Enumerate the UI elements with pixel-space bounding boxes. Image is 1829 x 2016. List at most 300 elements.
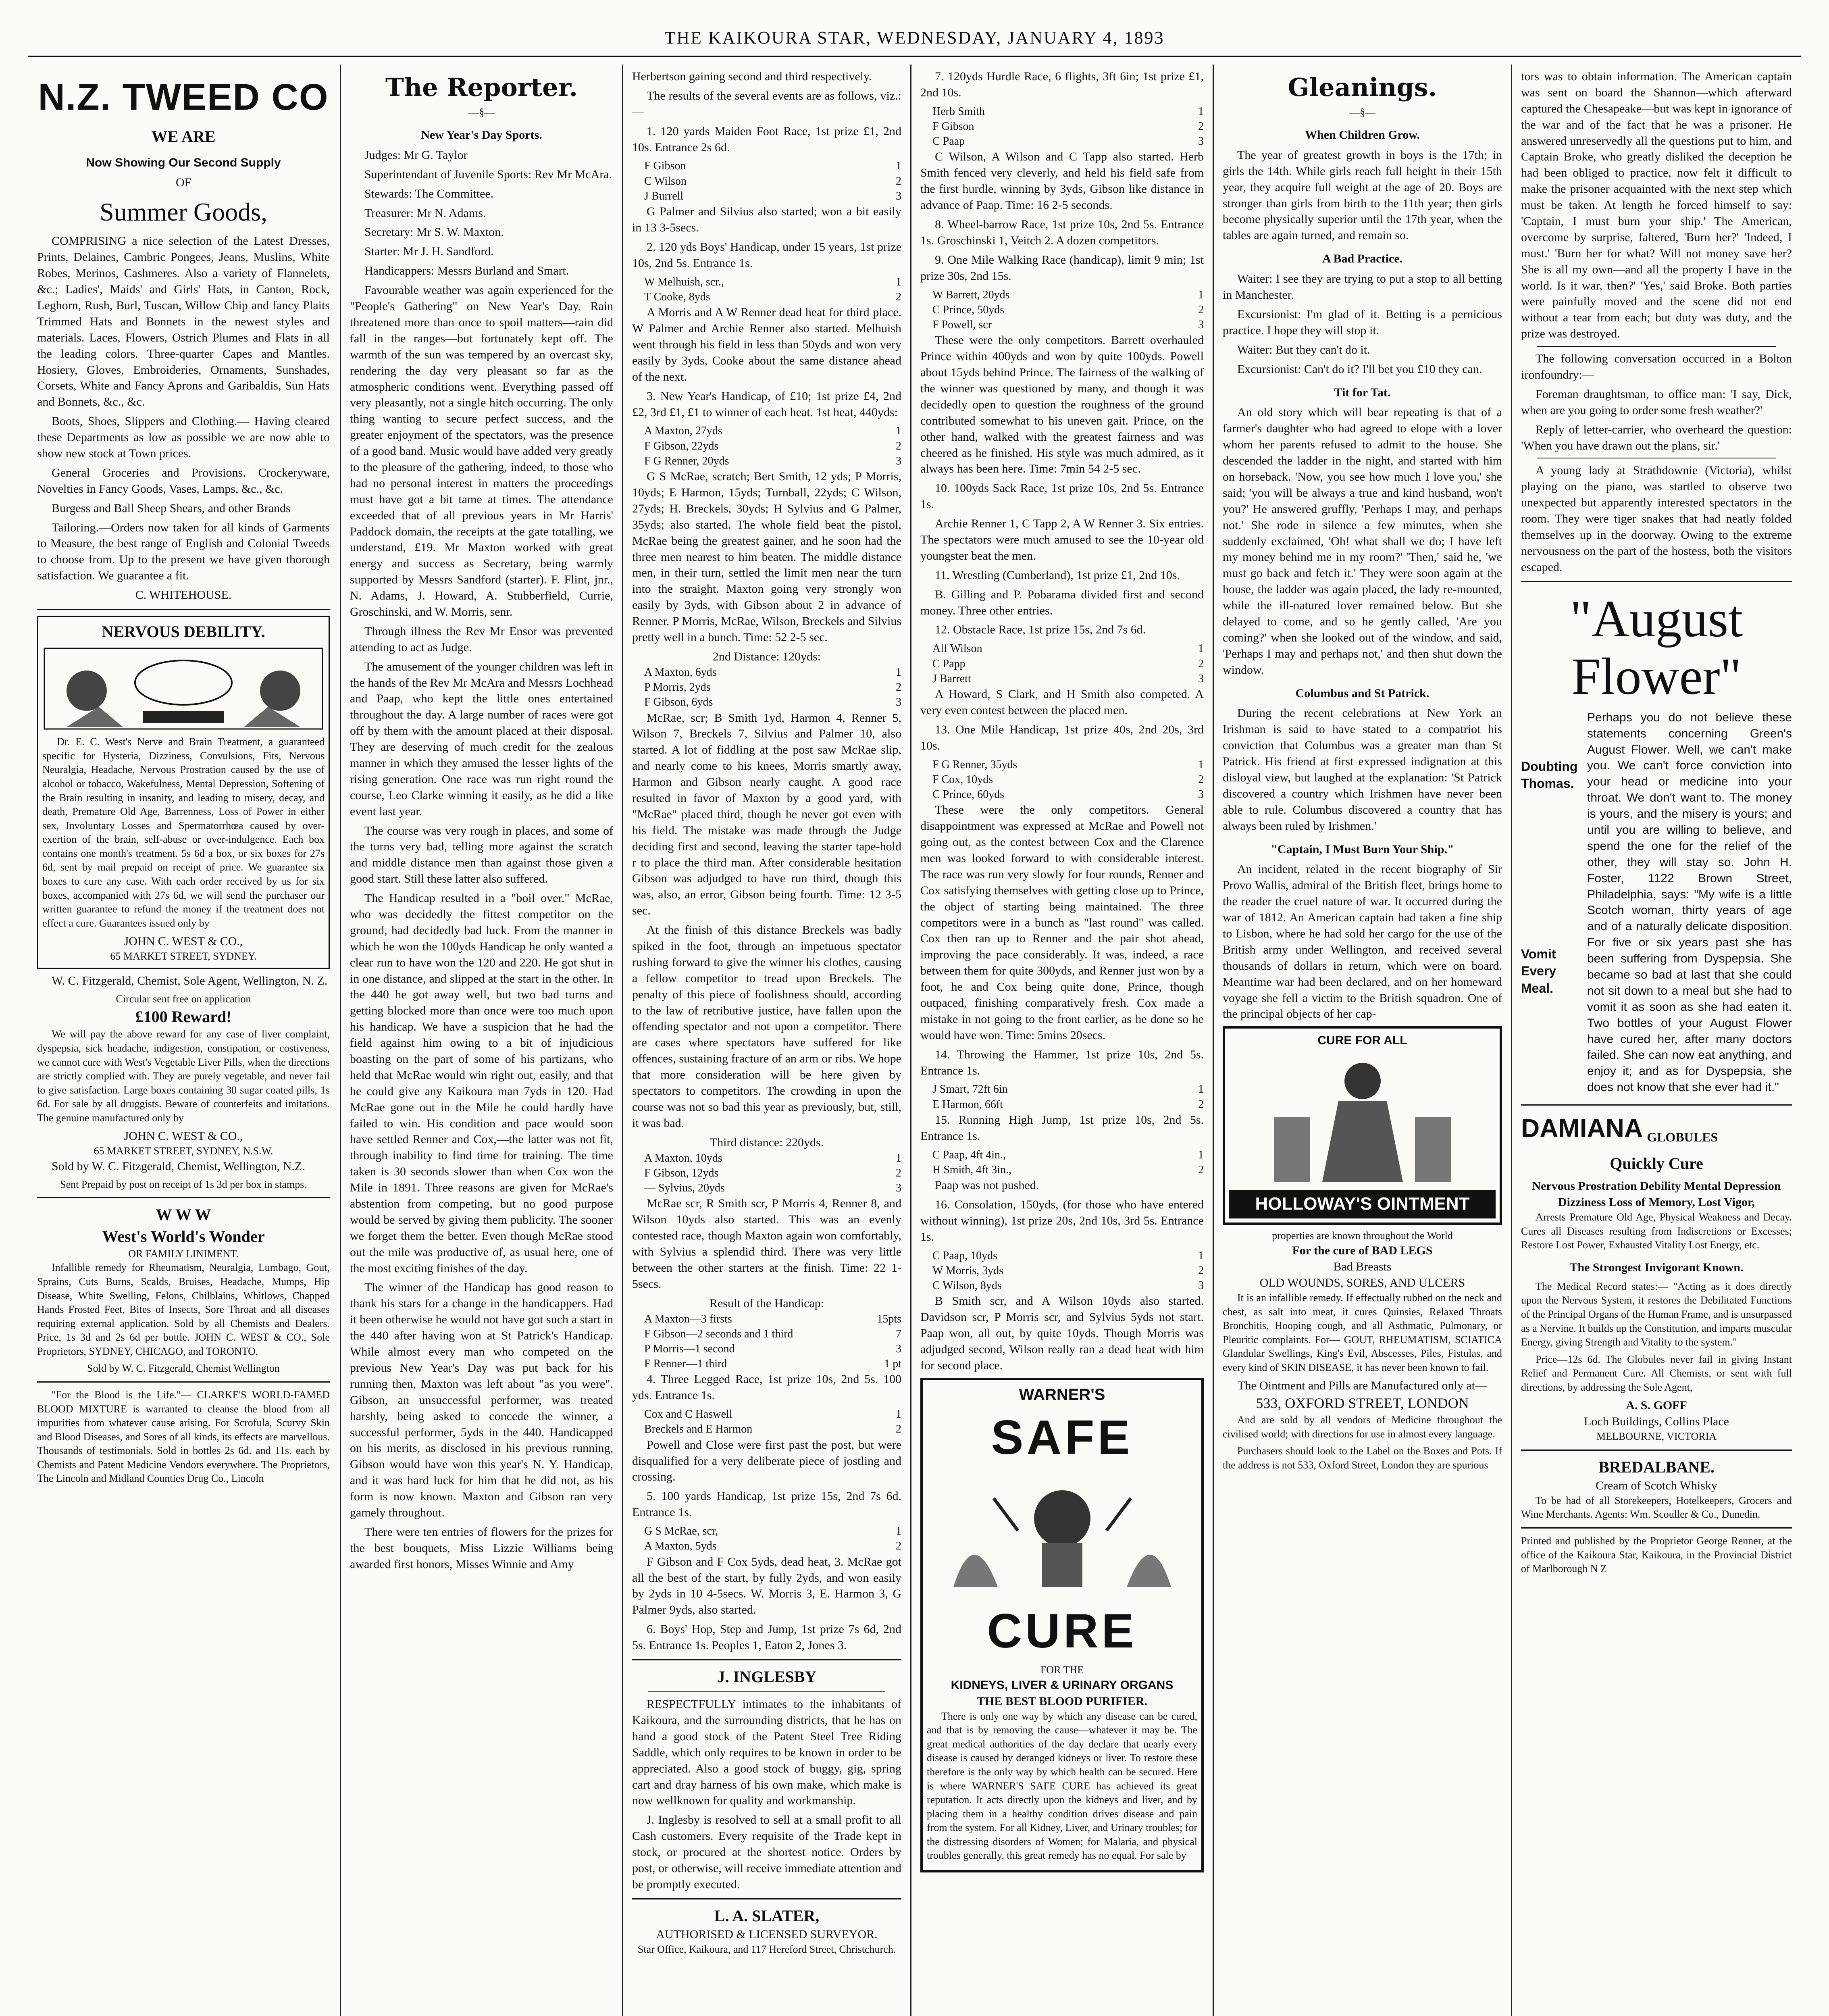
competitor-name: Herb Smith bbox=[932, 105, 985, 118]
slater-name: L. A. SLATER, bbox=[714, 1906, 820, 1925]
tweed-paragraph: COMPRISING a nice selection of the Latest Dresses, Prints, Delaines, Cambric Pongees, Jeans, Muslins, White Robes, Merinos, Cashmeres. Also a variety of Flannelets, &c.; Ladies', Maids' and Girls' Hats, in Canton, Rock, Leghorn, Rush, Burl, Tuscan, Willow Chip and fancy Plaits Trimmed Hats and Bonnets in the newest styles and materials. Laces, Flowers, Ostrich Plumes and Flats in all the leading colors. Three-quarter Capes and Mantles. Hosiery, Gloves, Embroideries, Ornaments, Sunshades, Corsets, White and Fancy Aprons and Garibaldis, Sun Hats and Bonnets, &c., &c. bbox=[37, 234, 330, 409]
result-row bbox=[644, 665, 901, 680]
result-row bbox=[932, 119, 1204, 134]
competitor-name: C Prince, 50yds bbox=[932, 303, 1005, 316]
placing: 2 bbox=[896, 290, 901, 303]
event-heading: 16. Consolation, 150yds, (for those who have entered without winning), 1st prize 20s, 2nd 10s, 3rd 5s. Entrance 1s. bbox=[920, 1198, 1204, 1243]
result-row bbox=[932, 1162, 1204, 1177]
warner-best: THE BEST BLOOD PURIFIER. bbox=[977, 1694, 1147, 1708]
august-sidebar bbox=[1521, 710, 1581, 1099]
wonder-subtitle: OR FAMILY LINIMENT. bbox=[128, 1248, 239, 1260]
competitor-name: W Melhuish, scr., bbox=[644, 275, 724, 288]
result-row bbox=[644, 1422, 901, 1437]
holloway-text: It is an infallible remedy. If effectually rubbed on the neck and chest, as salt into meat, it cures Quinsies, Relaxed Throats Bronchitis, Hooping cough, and all Asthmatic, Pulmonary, or Pleuritic complaints. For— GOUT, RHEUMATISM, SCIATICA Glandular Swellings, King's Evil, Abscesses, Piles, Fistulas, and every kind of SKIN DISEASE, it has never been known to fail. bbox=[1223, 1292, 1502, 1373]
event-heading: 11. Wrestling (Cumberland), 1st prize £1, 2nd 10s. bbox=[935, 568, 1180, 582]
placing: 15pts bbox=[877, 1312, 901, 1325]
placing: 2 bbox=[1198, 657, 1204, 670]
column-3 bbox=[623, 69, 910, 2016]
damiana-title bbox=[1521, 1111, 1792, 1145]
placing: 1 bbox=[896, 1408, 901, 1421]
placing: 2 bbox=[896, 1540, 901, 1553]
west-address: 65 MARKET STREET, SYDNEY. bbox=[110, 950, 257, 962]
placing: 1 bbox=[1198, 1249, 1204, 1262]
placing: 2 bbox=[1198, 1163, 1204, 1176]
separator-icon: —§— bbox=[1349, 106, 1375, 119]
divider bbox=[37, 1197, 330, 1198]
event-heading: 3. New Year's Handicap, of £10; 1st prize £4, 2nd £2, 3rd £1, £1 to winner of each heat. 1st heat, 440yds: bbox=[632, 389, 901, 419]
gleaning-text: tors was to obtain information. The American captain was sent on board the Shannon—which afterward captured the Chesapeake—but was kept in ignorance of the war and of the fact that he was a prisoner. He answered unreservedly all the questions put to him, and Captain Broke, who greatly disliked the deception he had been obliged to practice, now felt it difficult to make the prisoner acquainted with the next step which must be taken. At length he forced himself to say: 'Captain, I must burn your ship.' The American, overcome by surprise, faltered, 'Burn her?' 'Indeed, I must.' 'Burn her for what? Will not money save her? She is all my own—and all the property I have in the world. Is it war, then?' 'Yes,' said Broke. Both parties were painfully moved and the scene did not end without a tear from each; but duty was duty, and the prize was destroyed. bbox=[1521, 70, 1792, 341]
slater-title: AUTHORISED & LICENSED SURVEYOR. bbox=[656, 1928, 878, 1941]
placing: 2 bbox=[896, 175, 901, 187]
gleaning-heading: "Captain, I Must Burn Your Ship." bbox=[1271, 842, 1454, 856]
holloway-name: HOLLOWAY'S OINTMENT bbox=[1229, 1190, 1496, 1218]
gleaning-text: A young lady at Strathdownie (Victoria), whilst playing on the piano, was startled to observe two unexpected but apparently interested spectators in the room. They were tiger snakes that had neatly folded themselves up in the doorway. Owing to the extreme nervousness on the part of the hostess, both the visitors escaped. bbox=[1521, 464, 1792, 574]
result-row bbox=[932, 317, 1204, 332]
west-company-2: JOHN C. WEST & CO., bbox=[124, 1129, 243, 1143]
tweed-signature: C. WHITEHOUSE. bbox=[135, 588, 232, 602]
result-row bbox=[932, 1263, 1204, 1278]
competitor-name: W Barrett, 20yds bbox=[932, 288, 1010, 301]
competitor-name: Cox and C Haswell bbox=[644, 1408, 732, 1421]
competitor-name: F Renner—1 third bbox=[644, 1358, 727, 1370]
tweed-paragraph: General Groceries and Provisions. Crockeryware, Novelties in Fancy Goods, Vases, Lamps, &c., &c. bbox=[37, 466, 330, 496]
separator-icon: —§— bbox=[468, 106, 495, 119]
competitor-name: J Barrett bbox=[932, 672, 971, 685]
circular-line: Circular sent free on application bbox=[116, 993, 251, 1005]
placing: 3 bbox=[896, 1342, 901, 1355]
gleaning-text: The following conversation occurred in a Bolton ironfoundry:— bbox=[1521, 352, 1792, 382]
placing: 2 bbox=[896, 1166, 901, 1179]
placing: 1 bbox=[896, 425, 901, 437]
competitor-name: P Morris, 2yds bbox=[644, 681, 711, 694]
competitor-name: C Paap, 4ft 4in., bbox=[932, 1148, 1006, 1161]
result-row bbox=[932, 134, 1204, 149]
competitor-name: H Smith, 4ft 3in., bbox=[932, 1163, 1012, 1176]
event-subheading: 2nd Distance: 120yds: bbox=[712, 650, 821, 663]
nervous-title: NERVOUS DEBILITY. bbox=[102, 623, 265, 641]
result-row bbox=[644, 1539, 901, 1554]
event-heading: 10. 100yds Sack Race, 1st prize 10s, 2nd 5s. Entrance 1s. bbox=[920, 481, 1204, 511]
result-list bbox=[632, 1151, 901, 1196]
event-text: These were the only competitors. Barrett overhauled Prince within 400yds and won by quite 100yds. Powell about 15yds behind Prince. The fairness of the walking of the winner was questioned by many, and though it was decidedly open to question the roughness of the ground contributed somewhat to his uneven gait. Prince, on the other hand, walked with the greatest fairness and was cheered as he finished. His style was much admired, as it always has been here. Time: 7min 54 2-5 sec. bbox=[920, 333, 1204, 476]
warner-organs: KIDNEYS, LIVER & URINARY ORGANS bbox=[951, 1678, 1174, 1692]
placing: 2 bbox=[1198, 303, 1204, 316]
divider bbox=[37, 1381, 330, 1383]
wonder-text: Infallible remedy for Rheumatism, Neuralgia, Lumbago, Gout, Sprains, Cuts Burns, Scalds, Bruises, Headache, Mumps, Hip Disease, White Swelling, Felons, Chilblains, Whitlows, Chapped Hands Frosted Feet, Bites of Insects, Sore Throat and all diseases requiring external application. Sold by all Chemists and Dealers. Price, 1s 3d and 2s 6d per bottle. JOHN C. WEST & CO., Sole Proprietors, SYDNEY, CHICAGO, and TORONTO. bbox=[37, 1262, 330, 1357]
reporter-title: The Reporter. bbox=[385, 73, 578, 102]
august-flower-body bbox=[1521, 710, 1792, 1099]
result-row bbox=[932, 641, 1204, 656]
result-list bbox=[632, 275, 901, 304]
result-list bbox=[632, 423, 901, 469]
competitor-name: F Gibson, 12yds bbox=[644, 1166, 719, 1179]
placing: 3 bbox=[896, 454, 901, 467]
holloway-line: properties are known throughout the World bbox=[1272, 1229, 1453, 1241]
result-row bbox=[644, 174, 901, 189]
warner-cure: CURE bbox=[987, 1604, 1137, 1658]
competitor-name: F Powell, scr bbox=[932, 319, 992, 331]
inglesby-name: J. INGLESBY bbox=[717, 1667, 817, 1686]
report-paragraph: The course was very rough in places, and some of the turns very bad, telling more against the scratch and middle distance men than against those given a good start. Still these latter also suffered. bbox=[350, 824, 613, 886]
divider bbox=[1521, 1104, 1792, 1106]
dr-west-illustration bbox=[42, 646, 325, 731]
bredalbane-title: BREDALBANE. bbox=[1598, 1458, 1715, 1476]
gleaning-text: Waiter: But they can't do it. bbox=[1237, 343, 1370, 356]
divider bbox=[1537, 346, 1776, 347]
masthead-title: THE KAIKOURA STAR, WEDNESDAY, JANUARY 4, 1893 bbox=[664, 28, 1165, 48]
damiana-globules: GLOBULES bbox=[1647, 1129, 1718, 1144]
placing: 1 bbox=[1198, 642, 1204, 655]
competitor-name: F Gibson bbox=[932, 120, 974, 133]
event-text: Powell and Close were first past the post, but were disqualified for a very deliberate piece of jostling and crossing. bbox=[632, 1438, 901, 1484]
placing: 1 bbox=[896, 160, 901, 173]
event-heading: 9. One Mile Walking Race (handicap), limit 9 min; 1st prize 30s, 2nd 15s. bbox=[920, 253, 1204, 283]
placing: 2 bbox=[1198, 1098, 1204, 1111]
warners-safe-cure-ad bbox=[920, 1378, 1204, 1872]
gleaning-text: During the recent celebrations at New York an Irishman is said to have stated to a compatriot his conviction that Columbus was a greater man than St Patrick. His friend at first expressed indignation at this disloyal view, but laughed at the explanation: 'St Patrick discovered a country which Irishmen have never been able to rule. Columbus discovered a country that has always been ruled by Irishmen.' bbox=[1223, 706, 1502, 833]
warner-safe: SAFE bbox=[991, 1410, 1133, 1465]
we-are: WE ARE bbox=[151, 127, 216, 146]
august-side-label: Thomas. bbox=[1521, 776, 1574, 791]
showing-line: Now Showing Our Second Supply bbox=[86, 156, 281, 169]
competitor-name: W Morris, 3yds bbox=[932, 1264, 1004, 1277]
result-row bbox=[644, 1341, 901, 1356]
competitor-name: C Prince, 60yds bbox=[932, 788, 1005, 801]
competitor-name: Breckels and E Harmon bbox=[644, 1423, 753, 1436]
result-row bbox=[932, 1082, 1204, 1097]
tweed-title: N.Z. TWEED CO bbox=[38, 77, 329, 118]
divider bbox=[632, 1659, 901, 1660]
bredalbane-text: To be had of all Storekeepers, Hotelkeepers, Grocers and Wine Merchants. Agents: Wm. Scouller & Co., Dunedin. bbox=[1521, 1494, 1792, 1520]
column-5 bbox=[1214, 69, 1511, 2016]
event-text: G Palmer and Silvius also started; won a bit easily in 13 3-5secs. bbox=[632, 205, 901, 235]
competitor-name: C Wilson bbox=[644, 175, 687, 187]
seated-figure-icon bbox=[1242, 1053, 1484, 1186]
gleaning-text: An old story which will bear repeating is that of a farmer's daughter who had agreed to elope with a lover whom her parents refused to admit to the house. She descended the ladder in the night, and started with him on horseback. 'Now, you see how much I love you,' she said; 'you will be always a true and kind husband, won't you?' He answered gruffly, 'Perhaps I may, and perhaps not.' She rode in silence a few minutes, when she suddenly exclaimed, 'Oh! what shall we do; I have left my money behind me in my room?' 'Then,' said he, 'we must go back and fetch it.' They were soon again at the house, the ladder was again placed, the lady re-mounted, while the ill-natured lover remained below. But she delayed to come, and so he gently called, 'Are you coming?' when she looked out of the window, and said, 'Perhaps I may and perhaps not,' and then shut down the window. bbox=[1223, 406, 1502, 677]
damiana-name: DAMIANA bbox=[1521, 1114, 1643, 1143]
infant-plant-icon bbox=[937, 1474, 1187, 1595]
event-text: At the finish of this distance Breckels was badly spiked in the foot, through an impetuous spectator rushing forward to give the winner his clothes, causing a fellow competitor to tread upon Breckels. The penalty of this piece of foolishness should, according to the law of retributive justice, have fallen upon the offending spectator and not upon a competitor. There are cases where spectators have suffered for like offences, sustaining fracture of an arm or ribs. We hope that more consideration will be here given by spectators to competitors. The crowding in upon the course was not so bad this year as previously, but, still, it was bad. bbox=[632, 923, 901, 1130]
placing: 2 bbox=[1198, 120, 1204, 133]
inglesby-text: RESPECTFULLY intimates to the inhabitants of Kaikoura, and the surrounding districts, that he has on hand a good stock of the Patent Steel Tree Riding Saddle, which only requires to be known in order to be appreciated. Also a good stock of buggy, gig, spring cart and dray harness of his own make, which make is now wellknown for quality and workmanship. bbox=[632, 1697, 901, 1808]
gleaning-heading: When Children Grow. bbox=[1305, 128, 1420, 142]
placing: 1 pt bbox=[884, 1358, 901, 1370]
placing: 1 bbox=[896, 275, 901, 288]
of-line: OF bbox=[175, 176, 191, 190]
event-text: Archie Renner 1, C Tapp 2, A W Renner 3. Six entries. The spectators were much amused to see the 10-year old youngster beat the men. bbox=[920, 517, 1204, 562]
competitor-name: C Paap, 10yds bbox=[932, 1249, 997, 1262]
summer-goods: Summer Goods, bbox=[100, 198, 267, 227]
placing: 3 bbox=[1198, 135, 1204, 148]
damiana-text: The Medical Record states:— "Acting as it does directly upon the Nervous System, it restores the Debilitated Functions of the Principal Organs of the Human Frame, and is unsurpassed as a Nervine. It builds up the Constitution, and imparts muscular Energy, giving Strength and Vitality to the system." bbox=[1521, 1280, 1792, 1348]
placing: 3 bbox=[1198, 672, 1204, 685]
report-paragraph: The amusement of the younger children was left in the hands of the Rev Mr McAra and Messrs Lochhead and Paap, who kept the little ones entertained throughout the day. A large number of races were got off by them with the amount placed at their disposal. They are deserving of much credit for the zealous manner in which they amused the lesser lights of the rising generation. One race was run right round the course, Leo Clarke winning it easily, as he did a like event last year. bbox=[350, 660, 613, 818]
result-row bbox=[932, 671, 1204, 686]
divider bbox=[37, 609, 330, 610]
placing: 2 bbox=[1198, 1264, 1204, 1277]
holloway-banner: CURE FOR ALL bbox=[1317, 1034, 1407, 1048]
www-line: W W W bbox=[156, 1206, 211, 1224]
placing: 2 bbox=[1198, 773, 1204, 786]
official-entry: Secretary: Mr S. W. Maxton. bbox=[364, 225, 504, 239]
tweed-paragraph: Burgess and Ball Sheep Shears, and other Brands bbox=[52, 501, 291, 515]
wonder-title: West's World's Wonder bbox=[102, 1227, 265, 1245]
competitor-name: Alf Wilson bbox=[932, 642, 982, 655]
placing: 2 bbox=[896, 681, 901, 694]
competitor-name: G S McRae, scr, bbox=[644, 1525, 718, 1538]
gleaning-text: Excursionist: Can't do it? I'll bet you £10 they can. bbox=[1237, 362, 1482, 376]
column-2 bbox=[341, 69, 622, 2016]
result-row bbox=[644, 1181, 901, 1195]
event-text: B. Gilling and P. Pobarama divided first and second money. Three other entries. bbox=[920, 587, 1204, 617]
placing: 2 bbox=[896, 1423, 901, 1436]
goff-city: MELBOURNE, VICTORIA bbox=[1596, 1431, 1717, 1443]
event-heading: 1. 120 yards Maiden Foot Race, 1st prize £1, 2nd 10s. Entrance 2s 6d. bbox=[632, 124, 901, 154]
placing: 3 bbox=[896, 696, 901, 709]
event-text: A Howard, S Clark, and H Smith also competed. A very even contest between the placed men. bbox=[920, 687, 1204, 717]
result-row bbox=[644, 1151, 901, 1166]
result-row bbox=[932, 757, 1204, 772]
competitor-name: C Papp bbox=[932, 657, 965, 670]
event-text: B Smith scr, and A Wilson 10yds also started. Davidson scr, P Morris scr, and Sylvius 5yds not start. Paap won, all out, by quite 10yds. Though Morris was adjudged second, Wilson really ran a dead heat with him for second place. bbox=[920, 1294, 1204, 1372]
imprint: Printed and published by the Proprietor George Renner, at the office of the Kaikoura Star, Kaikoura, in the Provincial District of Marlborough N Z bbox=[1521, 1535, 1792, 1575]
warner-top: WARNER'S bbox=[1019, 1385, 1105, 1404]
placing: 1 bbox=[896, 1152, 901, 1164]
clarke-text: "For the Blood is the Life."— CLARKE'S WORLD-FAMED BLOOD MIXTURE is warranted to cleanse the blood from all impurities from whatever cause arising. For Scrofula, Scurvy Skin and Blood Diseases, and Sores of all kinds, its effects are marvellous. Thousands of testimonials. Sold in bottles 2s 6d. and 11s. each by Chemists and Patent Medicine Vendors everywhere. The Proprietors, The Lincoln and Midland Counties Drug Co., Lincoln bbox=[37, 1389, 330, 1485]
report-paragraph: The winner of the Handicap has good reason to thank his stars for a change in the handicappers. Had it been otherwise he would not have got such a start in the 440 after having won at St Patrick's Handicap. While almost every man who competed on the previous New Year's Day was put back for his running then, Maxton was left about "as you were". Gibson, an unsuccessful performer, was treated harshly, being asked to concede the winner, a successful performer, 5yds in the 440. Handicapped on his merits, as disclosed in his previous running, Gibson would have won this year's N. Y. Handicap, and it was hard luck for him that he did not, as his form is now known. Maxton and Gibson ran very gamely throughout. bbox=[350, 1281, 613, 1519]
gleaning-text: An incident, related in the recent biography of Sir Provo Wallis, admiral of the British fleet, brings home to the reader the cruel nature of war. It occurred during the war of 1812. An American captain had taken a fine ship to Lisbon, where he had sold her cargo for the use of the British army under Wellington, and received several thousands of dollars in return, which were on board. Meantime war had been declared, and on her homeward voyage she fell a victim to the British squadron. One of the principal objects of her cap- bbox=[1223, 862, 1502, 1021]
result-row bbox=[644, 158, 901, 173]
goff-name: A. S. GOFF bbox=[1626, 1399, 1687, 1412]
column-6 bbox=[1512, 69, 1801, 2016]
result-row bbox=[932, 1248, 1204, 1263]
result-row bbox=[932, 1278, 1204, 1293]
result-row bbox=[644, 1524, 901, 1539]
inglesby-text: J. Inglesby is resolved to sell at a small profit to all Cash customers. Every requisite of the Trade kept in stock, or procured at the shortest notice. Orders by post, or otherwise, will receive immediate attention and be promptly executed. bbox=[632, 1813, 901, 1891]
dr-west-illustration-icon bbox=[42, 646, 325, 731]
warner-illustration bbox=[927, 1474, 1197, 1595]
result-row bbox=[644, 680, 901, 695]
officials-list bbox=[350, 147, 613, 279]
damiana-cure: Quickly Cure bbox=[1610, 1154, 1703, 1173]
placing: 2 bbox=[896, 439, 901, 452]
divider bbox=[648, 1691, 885, 1692]
competitor-name: F Cox, 10yds bbox=[932, 773, 993, 786]
official-entry: Handicappers: Messrs Burland and Smart. bbox=[364, 264, 569, 278]
official-entry: Treasurer: Mr N. Adams. bbox=[364, 206, 486, 220]
result-row bbox=[932, 1148, 1204, 1162]
event-subheading: Result of the Handicap: bbox=[709, 1296, 824, 1310]
result-list bbox=[632, 1407, 901, 1437]
august-side-label: Doubting bbox=[1521, 759, 1578, 774]
result-row bbox=[644, 289, 901, 304]
event-heading: 14. Throwing the Hammer, 1st prize 10s, 2nd 5s. Entrance 1s. bbox=[920, 1048, 1204, 1077]
placing: 3 bbox=[1198, 319, 1204, 331]
placing: 3 bbox=[896, 190, 901, 202]
event-heading: 2. 120 yds Boys' Handicap, under 15 years, 1st prize 10s, 2nd 5s. Entrance 1s. bbox=[632, 240, 901, 270]
result-row bbox=[644, 695, 901, 710]
holloway-text: Purchasers should look to the Label on the Boxes and Pots. If the address is not 533, Oxford Street, London they are spurious bbox=[1223, 1445, 1502, 1471]
goff-address: Loch Buildings, Collins Place bbox=[1584, 1415, 1729, 1429]
competitor-name: A Maxton, 5yds bbox=[644, 1540, 717, 1553]
august-text: Perhaps you do not believe these statements concerning Green's August Flower. Well, we can't make you. We can't force conviction into your head or medicine into your throat. We don't want to. The money is yours, and the misery is yours; and until you are willing to believe, and spend the one for the relief of the other, they will stay so. John H. Foster, 1122 Brown Street, Philadelphia, says: "My wife is a little Scotch woman, thirty years of age and of a naturally delicate disposition. For five or six years past she has been suffering from Dyspepsia. She became so bad at last that she could not sit down to a meal but she had to vomit it as soon as she had eaten it. Two bottles of your August Flower have cured her, after many doctors failed. She can now eat anything, and enjoy it; and as for Dyspepsia, she does not know that she ever had it." bbox=[1587, 710, 1792, 1094]
tweed-paragraph: Tailoring.—Orders now taken for all kinds of Garments to Measure, the best range of English and Colonial Tweeds to choose from. Up to the present we have given thorough satisfaction. We guarantee a fit. bbox=[37, 521, 330, 583]
bredalbane-sub: Cream of Scotch Whisky bbox=[1596, 1479, 1717, 1492]
official-entry: Judges: Mr G. Taylor bbox=[364, 148, 468, 162]
competitor-name: F G Renner, 35yds bbox=[932, 758, 1017, 771]
gleaning-heading: Tit for Tat. bbox=[1334, 385, 1391, 399]
result-row bbox=[644, 454, 901, 469]
reward-text: We will pay the above reward for any case of liver complaint, dyspepsia, sick headache, indigestion, constipation, or costiveness, we cannot cure with West's Vegetable Liver Pills, when the directions are strictly complied with. They are purely vegetable, and never fail to give satisfaction. Large boxes containing 30 sugar coated pills, 1s 6d. For sale by all druggists. Beware of counterfeits and imitations. The genuine manufactured only by bbox=[37, 1028, 330, 1124]
result-list bbox=[920, 287, 1204, 333]
result-list bbox=[632, 1524, 901, 1554]
result-row bbox=[932, 287, 1204, 302]
august-flower-title: "August Flower" bbox=[1570, 589, 1743, 706]
competitor-name: A Maxton, 27yds bbox=[644, 425, 722, 437]
divider bbox=[1521, 1450, 1792, 1451]
damiana-text: Price—12s 6d. The Globules never fail in giving Instant Relief and Permanent Cure. All Chemists, or sent with full directions, by addressing the Sole Agent, bbox=[1521, 1353, 1792, 1393]
event-heading: 5. 100 yards Handicap, 1st prize 15s, 2nd 7s 6d. Entrance 1s. bbox=[632, 1489, 901, 1519]
fitzgerald-agent: W. C. Fitzgerald, Chemist, Sole Agent, Wellington, N. Z. bbox=[52, 974, 328, 987]
result-row bbox=[644, 1312, 901, 1327]
event-heading: 12. Obstacle Race, 1st prize 15s, 2nd 7s 6d. bbox=[935, 623, 1146, 637]
competitor-name: C Wilson, 8yds bbox=[932, 1279, 1002, 1292]
placing: 1 bbox=[896, 1525, 901, 1538]
nervous-debility-ad bbox=[37, 616, 330, 969]
competitor-name: — Sylvius, 20yds bbox=[644, 1182, 725, 1195]
event-heading: 13. One Mile Handicap, 1st prize 40s, 2nd 20s, 3rd 10s. bbox=[920, 723, 1204, 752]
west-company: JOHN C. WEST & CO., bbox=[124, 935, 243, 948]
result-list bbox=[632, 158, 901, 204]
competitor-name: J Smart, 72ft 6in bbox=[932, 1083, 1008, 1096]
result-row bbox=[932, 104, 1204, 119]
official-entry: Starter: Mr J. H. Sandford. bbox=[364, 245, 494, 258]
result-row bbox=[644, 1407, 901, 1422]
competitor-name: A Maxton, 10yds bbox=[644, 1152, 722, 1164]
divider bbox=[1521, 581, 1792, 582]
placing: 1 bbox=[1198, 758, 1204, 771]
gleaning-text: Reply of letter-carrier, who overheard the question: 'When you have drawn out the plans, sir.' bbox=[1521, 423, 1792, 452]
event-heading: 15. Running High Jump, 1st prize 10s, 2nd 5s. Entrance 1s. bbox=[920, 1113, 1204, 1143]
tweed-paragraph: Boots, Shoes, Slippers and Clothing.— Having cleared these Departments as low as possible we are now able to show new stock at Town prices. bbox=[37, 414, 330, 460]
result-row bbox=[644, 189, 901, 204]
damiana-text: Arrests Premature Old Age, Physical Weakness and Decay. Cures all Diseases resulting from Indiscretions or Excesses; Restore Lost Power, Exhausted Vitality Lost Energy, etc. bbox=[1521, 1211, 1792, 1251]
holloway-text: And are sold by all vendors of Medicine throughout the civilised world; with directions for use in almost every language. bbox=[1223, 1414, 1502, 1440]
competitor-name: J Burrell bbox=[644, 190, 684, 202]
result-row bbox=[932, 656, 1204, 671]
result-row bbox=[644, 1166, 901, 1181]
holloway-line: OLD WOUNDS, SORES, AND ULCERS bbox=[1259, 1276, 1465, 1290]
placing: 3 bbox=[1198, 788, 1204, 801]
gleaning-text: Waiter: I see they are trying to put a stop to all betting in Manchester. bbox=[1223, 272, 1502, 302]
result-row bbox=[932, 1097, 1204, 1112]
wonder-sold: Sold by W. C. Fitzgerald, Chemist Wellington bbox=[87, 1362, 280, 1375]
competitor-name: F Gibson, 22yds bbox=[644, 439, 719, 452]
placing: 1 bbox=[896, 666, 901, 679]
event-text: These were the only competitors. General disappointment was expressed at McRae and Powell not going out, as the contest between Cox and the Clarence men was looked forward to with considerable interest. The race was run very slowly for four rounds, Renner and Cox satisfying themselves with getting close up to Prince, the object of starting being maintained. The three competitors were in a bunch as "last round" was called. Cox then ran up to Renner and the pair shot ahead, improving the pace considerably. It was, indeed, a race between them for quite 300yds, and Renner just won by a foot, he and Cox being quite done, Prince, though outpaced, finishing comparatively fresh. Cox made a mistake in not going to the front earlier, as he done so he would have won. Time: 5mins 20secs. bbox=[920, 803, 1204, 1042]
result-row bbox=[644, 275, 901, 289]
report-paragraph: There were ten entries of flowers for the prizes for the best bouquets, Miss Lizzie Williams being awarded first honors, Misses Winnie and Amy bbox=[350, 1525, 613, 1571]
result-list bbox=[920, 104, 1204, 149]
column-1 bbox=[28, 69, 339, 2016]
west-address-2: 65 MARKET STREET, SYDNEY, N.S.W. bbox=[94, 1145, 273, 1157]
results-text: Herbertson gaining second and third respectively. bbox=[632, 70, 872, 83]
competitor-name: F Gibson—2 seconds and 1 third bbox=[644, 1327, 793, 1340]
event-text: A Morris and A W Renner dead heat for third place. W Palmer and Archie Renner also started. Melhuish went through his field in less than 50yds and won very easily by 3yds, Cooke about the same distance ahead of the next. bbox=[632, 306, 901, 383]
report-paragraph: Through illness the Rev Mr Ensor was prevented attending to act as Judge. bbox=[350, 624, 613, 654]
result-list bbox=[632, 1312, 901, 1372]
august-side-label: Vomit bbox=[1521, 946, 1556, 961]
placing: 1 bbox=[1198, 1148, 1204, 1161]
competitor-name: A Maxton—3 firsts bbox=[644, 1312, 732, 1325]
official-entry: Superintendant of Juvenile Sports: Rev Mr McAra. bbox=[364, 167, 612, 181]
placing: 3 bbox=[1198, 1279, 1204, 1292]
result-row bbox=[644, 439, 901, 454]
gleaning-text: Excursionist: I'm glad of it. Betting is a pernicious practice. I hope they will stop it. bbox=[1223, 307, 1502, 337]
event-heading: 7. 120yds Hurdle Race, 6 flights, 3ft 6in; 1st prize £1, 2nd 10s. bbox=[920, 70, 1204, 99]
placing: 1 bbox=[1198, 105, 1204, 118]
gleaning-heading: Columbus and St Patrick. bbox=[1295, 686, 1429, 700]
result-list bbox=[632, 665, 901, 710]
result-list bbox=[920, 757, 1204, 802]
divider bbox=[1521, 1527, 1792, 1529]
competitor-name: E Harmon, 66ft bbox=[932, 1098, 1003, 1111]
gleaning-text: Foreman draughtsman, to office man: 'I say, Dick, when are you going to order some fresh weather?' bbox=[1521, 387, 1792, 417]
results-text: The results of the several events are as follows, viz.:— bbox=[632, 89, 901, 119]
event-heading: 4. Three Legged Race, 1st prize 10s, 2nd 5s. 100 yds. Entrance 1s. bbox=[632, 1372, 901, 1402]
event-text: C Wilson, A Wilson and C Tapp also started. Herb Smith fenced very cleverly, and held his field safe from the first hurdle, winning by 3yds, Gibson like distance in advance of Paap. Time: 16 2-5 seconds. bbox=[920, 150, 1204, 212]
holloway-address: 533, OXFORD STREET, LONDON bbox=[1256, 1395, 1469, 1412]
damiana-heading: The Strongest Invigorant Known. bbox=[1569, 1260, 1744, 1274]
event-text: McRae scr, R Smith scr, P Morris 4, Renner 8, and Wilson 10yds also started. This was an evenly contested race, though Maxton again won comfortably, with Sylvius a splendid third. There was very little between the other starters at the finish. Time: 22 1-5secs. bbox=[632, 1197, 901, 1291]
holloway-ad bbox=[1223, 1026, 1502, 1225]
competitor-name: F Gibson bbox=[644, 160, 686, 173]
sent-prepaid: Sent Prepaid by post on receipt of 1s 3d per box in stamps. bbox=[60, 1178, 307, 1190]
event-heading: 8. Wheel-barrow Race, 1st prize 10s, 2nd 5s. Entrance 1s. Groschinski 1, Veitch 2. A dozen competitors. bbox=[920, 218, 1204, 247]
competitor-name: A Maxton, 6yds bbox=[644, 666, 717, 679]
gleaning-heading: A Bad Practice. bbox=[1322, 252, 1403, 266]
gleanings-title: Gleanings. bbox=[1288, 73, 1437, 102]
nervous-text: Dr. E. C. West's Nerve and Brain Treatment, a guaranteed specific for Hysteria, Dizziness, Convulsions, Fits, Nervous Neuralgia, Headache, Nervous Prostration caused by the use of alcohol or tobacco, Wakefulness, Mental Depression, Softening of the Brain resulting in insanity, and leading to misery, decay, and death, Premature Old Age, Barrenness, Loss of Power in either sex, Involuntary Losses and Spermatorrhœa caused by over-exertion of the brain, self-abuse or over-indulgence. Each box contains one month's treatment. 5s 6d a box, or six boxes for 27s 6d, sent by mail prepaid on receipt of price. We guarantee six boxes to cure any case. With each order received by us for six boxes, accompanied with 27s 6d, we will send the purchaser our written guarantee to refund the money if the treatment does not effect a cure. Guarantees issued only by bbox=[42, 736, 325, 929]
result-list bbox=[920, 1148, 1204, 1177]
result-list bbox=[920, 1082, 1204, 1112]
result-row bbox=[932, 787, 1204, 802]
competitor-name: C Paap bbox=[932, 135, 965, 148]
column-4 bbox=[911, 69, 1213, 2016]
sports-heading: New Year's Day Sports. bbox=[421, 128, 542, 142]
competitor-name: F Gibson, 6yds bbox=[644, 696, 713, 709]
holloway-illustration bbox=[1229, 1053, 1496, 1186]
official-entry: Stewards: The Committee. bbox=[364, 187, 494, 200]
event-text: Paap was not pushed. bbox=[935, 1179, 1039, 1192]
competitor-name: P Morris—1 second bbox=[644, 1342, 735, 1355]
result-row bbox=[644, 1356, 901, 1371]
divider bbox=[632, 1898, 901, 1899]
holloway-line: The Ointment and Pills are Manufactured only at— bbox=[1238, 1379, 1487, 1393]
event-text: McRae, scr; B Smith 1yd, Harmon 4, Renner 5, Wilson 7, Breckels 7, Silvius and Palmer 10, also started. A lot of fiddling at the post saw McRae slip, and nearly come to his knees, Morris smartly away, Harmon and Gibson nearly caught. A good race resulted in favor of Maxton by a good yard, with "McRae" placed third, though he never got even with his field. The mistake was made through the Judge deciding first and second, leaving the starter tape-hold r to place the third man. After considerable hesitation Gibson was adjudged to have run third, though this was, also, an error, Gibson being fourth. Time: 12 3-5 sec. bbox=[632, 711, 901, 918]
report-paragraph: Favourable weather was again experienced for the "People's Gathering" on New Year's Day. Rain threatened more than once to spoil matters—rain did fall in the ranges—but fortunately kept off. The warmth of the sun was tempered by an overcast sky, rendering the day very pleasant so far as the atmospheric conditions went. Everything passed off very pleasantly, not a single hitch occurring. The only thing wanting to secure perfect success, and the greater enjoyment of the spectators, was the presence of a good band. Music would have added very greatly to the pleasure of the gathering, indeed, to those who had no personal interest in matters the proceedings must have got a bit tame at times. The attendance exceeded that of all previous years in Mr Harris' Paddock domain, the receipts at the gate totalling, we understand, £19. Mr Maxton worked with great energy and success as Secretary, being warmly supported by Messrs Sandford (starter). F. Flint, jnr., N. Adams, J. Howard, A. Stubberfield, Currie, Groschinski, and W. Morris, senr. bbox=[350, 283, 613, 619]
result-list bbox=[920, 1248, 1204, 1293]
placing: 7 bbox=[896, 1327, 901, 1340]
event-text: G S McRae, scratch; Bert Smith, 12 yds; P Morris, 10yds; E Harmon, 15yds; Turnball, 22yds; C Wilson, 27yds; H. Breckels, 30yds; H Sylvius and G Palmer, 35yds; also started. The whole field beat the pistol, McRae being the greatest gainer, and he soon had the three men nearest to him beaten. The middle distance men, in their turn, settled the limit men near the turn into the straight. Maxton going very strongly won easily by 3yds, with Gibson about 2 in advance of Renner. P Morris, McRae, Wilson, Breckels and Silvius pretty well in a bunch. Time: 52 2-5 sec. bbox=[632, 470, 901, 644]
placing: 1 bbox=[1198, 288, 1204, 301]
slater-address: Star Office, Kaikoura, and 117 Hereford Street, Christchurch. bbox=[637, 1943, 896, 1955]
result-row bbox=[644, 423, 901, 438]
warner-for: FOR THE bbox=[1040, 1664, 1084, 1676]
holloway-line: For the cure of BAD LEGS bbox=[1292, 1244, 1433, 1258]
placing: 1 bbox=[1198, 1083, 1204, 1096]
competitor-name: F G Renner, 20yds bbox=[644, 454, 729, 467]
